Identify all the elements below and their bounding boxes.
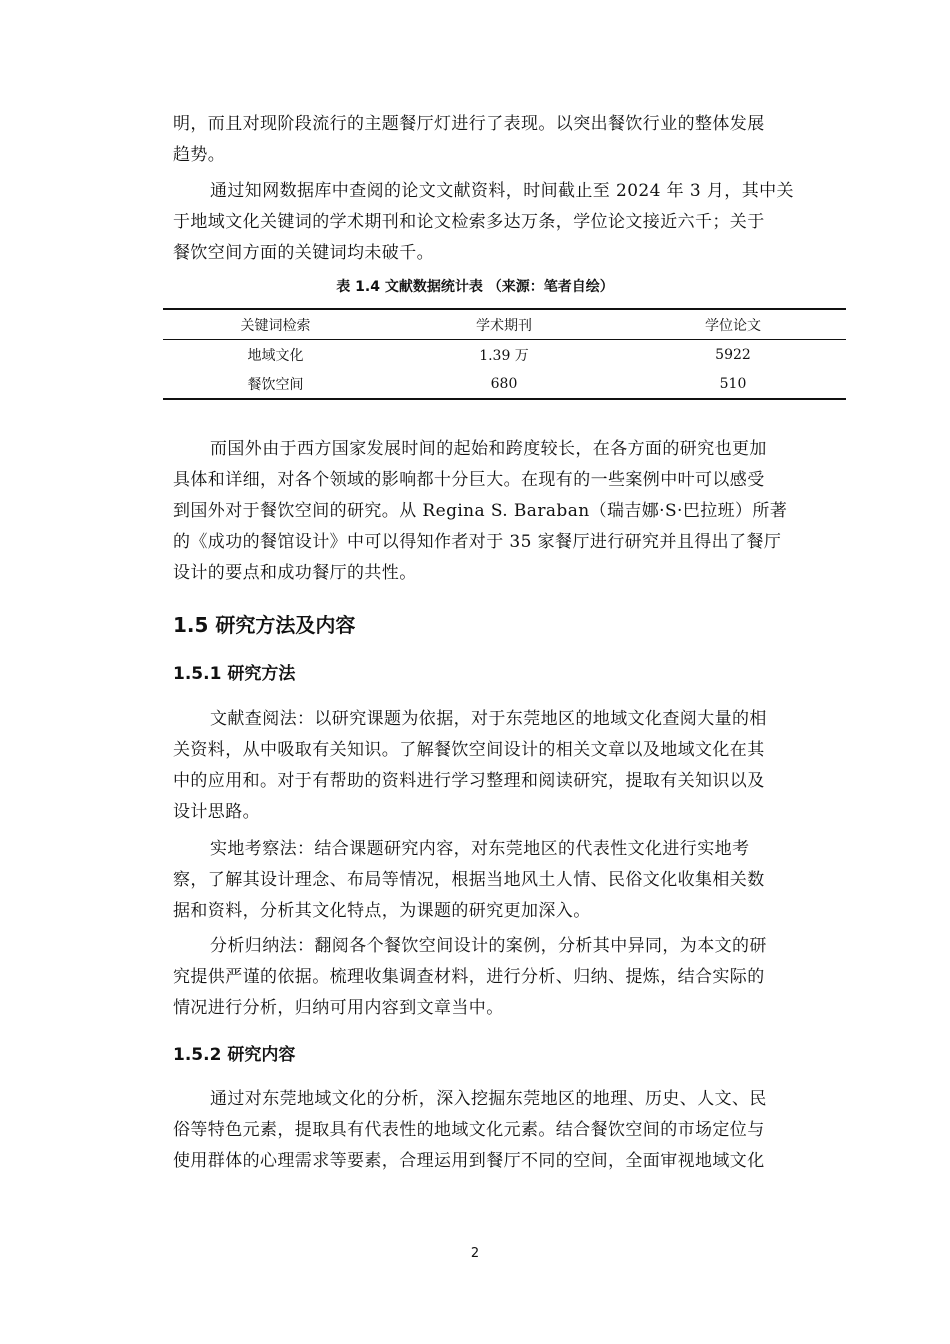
table-cell: 地域文化 [247,347,304,364]
text-line: 设计思路。 [173,802,260,822]
text-line: 中的应用和。对于有帮助的资料进行学习整理和阅读研究，提取有关知识以及 [173,771,765,791]
text-line: 通过知网数据库中查阅的论文文献资料，时间截止至 2024 年 3 月，其中关 [210,181,794,201]
text-line: 通过对东莞地域文化的分析，深入挖掘东莞地区的地理、历史、人文、民 [210,1089,767,1109]
column-header: 学位论文 [705,317,761,334]
table-caption: 表 1.4 文献数据统计表 （来源：笔者自绘） [336,279,614,295]
text-line: 情况进行分析，归纳可用内容到文章当中。 [173,998,504,1018]
page-number: 2 [470,1246,480,1261]
paragraph-analysis-method [173,931,833,1024]
text-line: 分析归纳法：翻阅各个餐饮空间设计的案例，分析其中异同，为本文的研 [210,936,767,956]
text-line: 俗等特色元素，提取具有代表性的地域文化元素。结合餐饮空间的市场定位与 [173,1120,765,1140]
table-row [163,340,846,370]
table-cell: 680 [490,375,518,392]
paragraph-cnki-data [173,176,833,269]
text-line: 文献查阅法：以研究课题为依据，对于东莞地区的地域文化查阅大量的相 [210,709,767,729]
text-line: 使用群体的心理需求等要素，合理运用到餐厅不同的空间，全面审视地域文化 [173,1151,765,1171]
column-header: 学术期刊 [476,317,532,334]
text-line: 具体和详细，对各个领域的影响都十分巨大。在现有的一些案例中叶可以感受 [173,470,765,490]
table-header-row [163,309,846,340]
paragraph-foreign-research [173,434,833,589]
paragraph-field-method [173,834,833,927]
text-line: 设计的要点和成功餐厅的共性。 [173,563,417,583]
column-header: 关键词检索 [240,317,311,334]
table-row [163,369,846,399]
text-line: 餐饮空间方面的关键词均未破千。 [173,243,434,263]
literature-statistics-table [163,308,846,400]
text-line: 察，了解其设计理念、布局等情况，根据当地风土人情、民俗文化收集相关数 [173,870,765,890]
text-line: 明，而且对现阶段流行的主题餐厅灯进行了表现。以突出餐饮行业的整体发展 [173,114,765,134]
section-heading: 1.5 研究方法及内容 [173,613,356,637]
paragraph-intro-continued [173,109,833,171]
paragraph-literature-method [173,704,833,828]
text-line: 的《成功的餐馆设计》中可以得知作者对于 35 家餐厅进行研究并且得出了餐厅 [173,532,782,552]
text-line: 实地考察法：结合课题研究内容，对东莞地区的代表性文化进行实地考 [210,839,750,859]
text-line: 据和资料，分析其文化特点，为课题的研究更加深入。 [173,901,591,921]
text-line: 到国外对于餐饮空间的研究。从 Regina S. Baraban（瑞吉娜·S·巴拉班）所著 [173,501,788,521]
text-line: 究提供严谨的依据。梳理收集调查材料，进行分析、归纳、提炼，结合实际的 [173,967,765,987]
table-cell: 1.39 万 [479,347,529,364]
text-line: 关资料，从中吸取有关知识。了解餐饮空间设计的相关文章以及地域文化在其 [173,740,765,760]
table-cell: 5922 [715,346,751,363]
text-line: 于地域文化关键词的学术期刊和论文检索多达万条，学位论文接近六千；关于 [173,212,765,232]
paragraph-research-content [173,1084,833,1177]
text-line: 而国外由于西方国家发展时间的起始和跨度较长，在各方面的研究也更加 [210,439,767,459]
subsection-heading: 1.5.2 研究内容 [173,1045,296,1065]
table-cell: 510 [719,375,747,392]
table-cell: 餐饮空间 [247,376,304,393]
text-line: 趋势。 [173,145,226,165]
subsection-heading: 1.5.1 研究方法 [173,664,296,684]
